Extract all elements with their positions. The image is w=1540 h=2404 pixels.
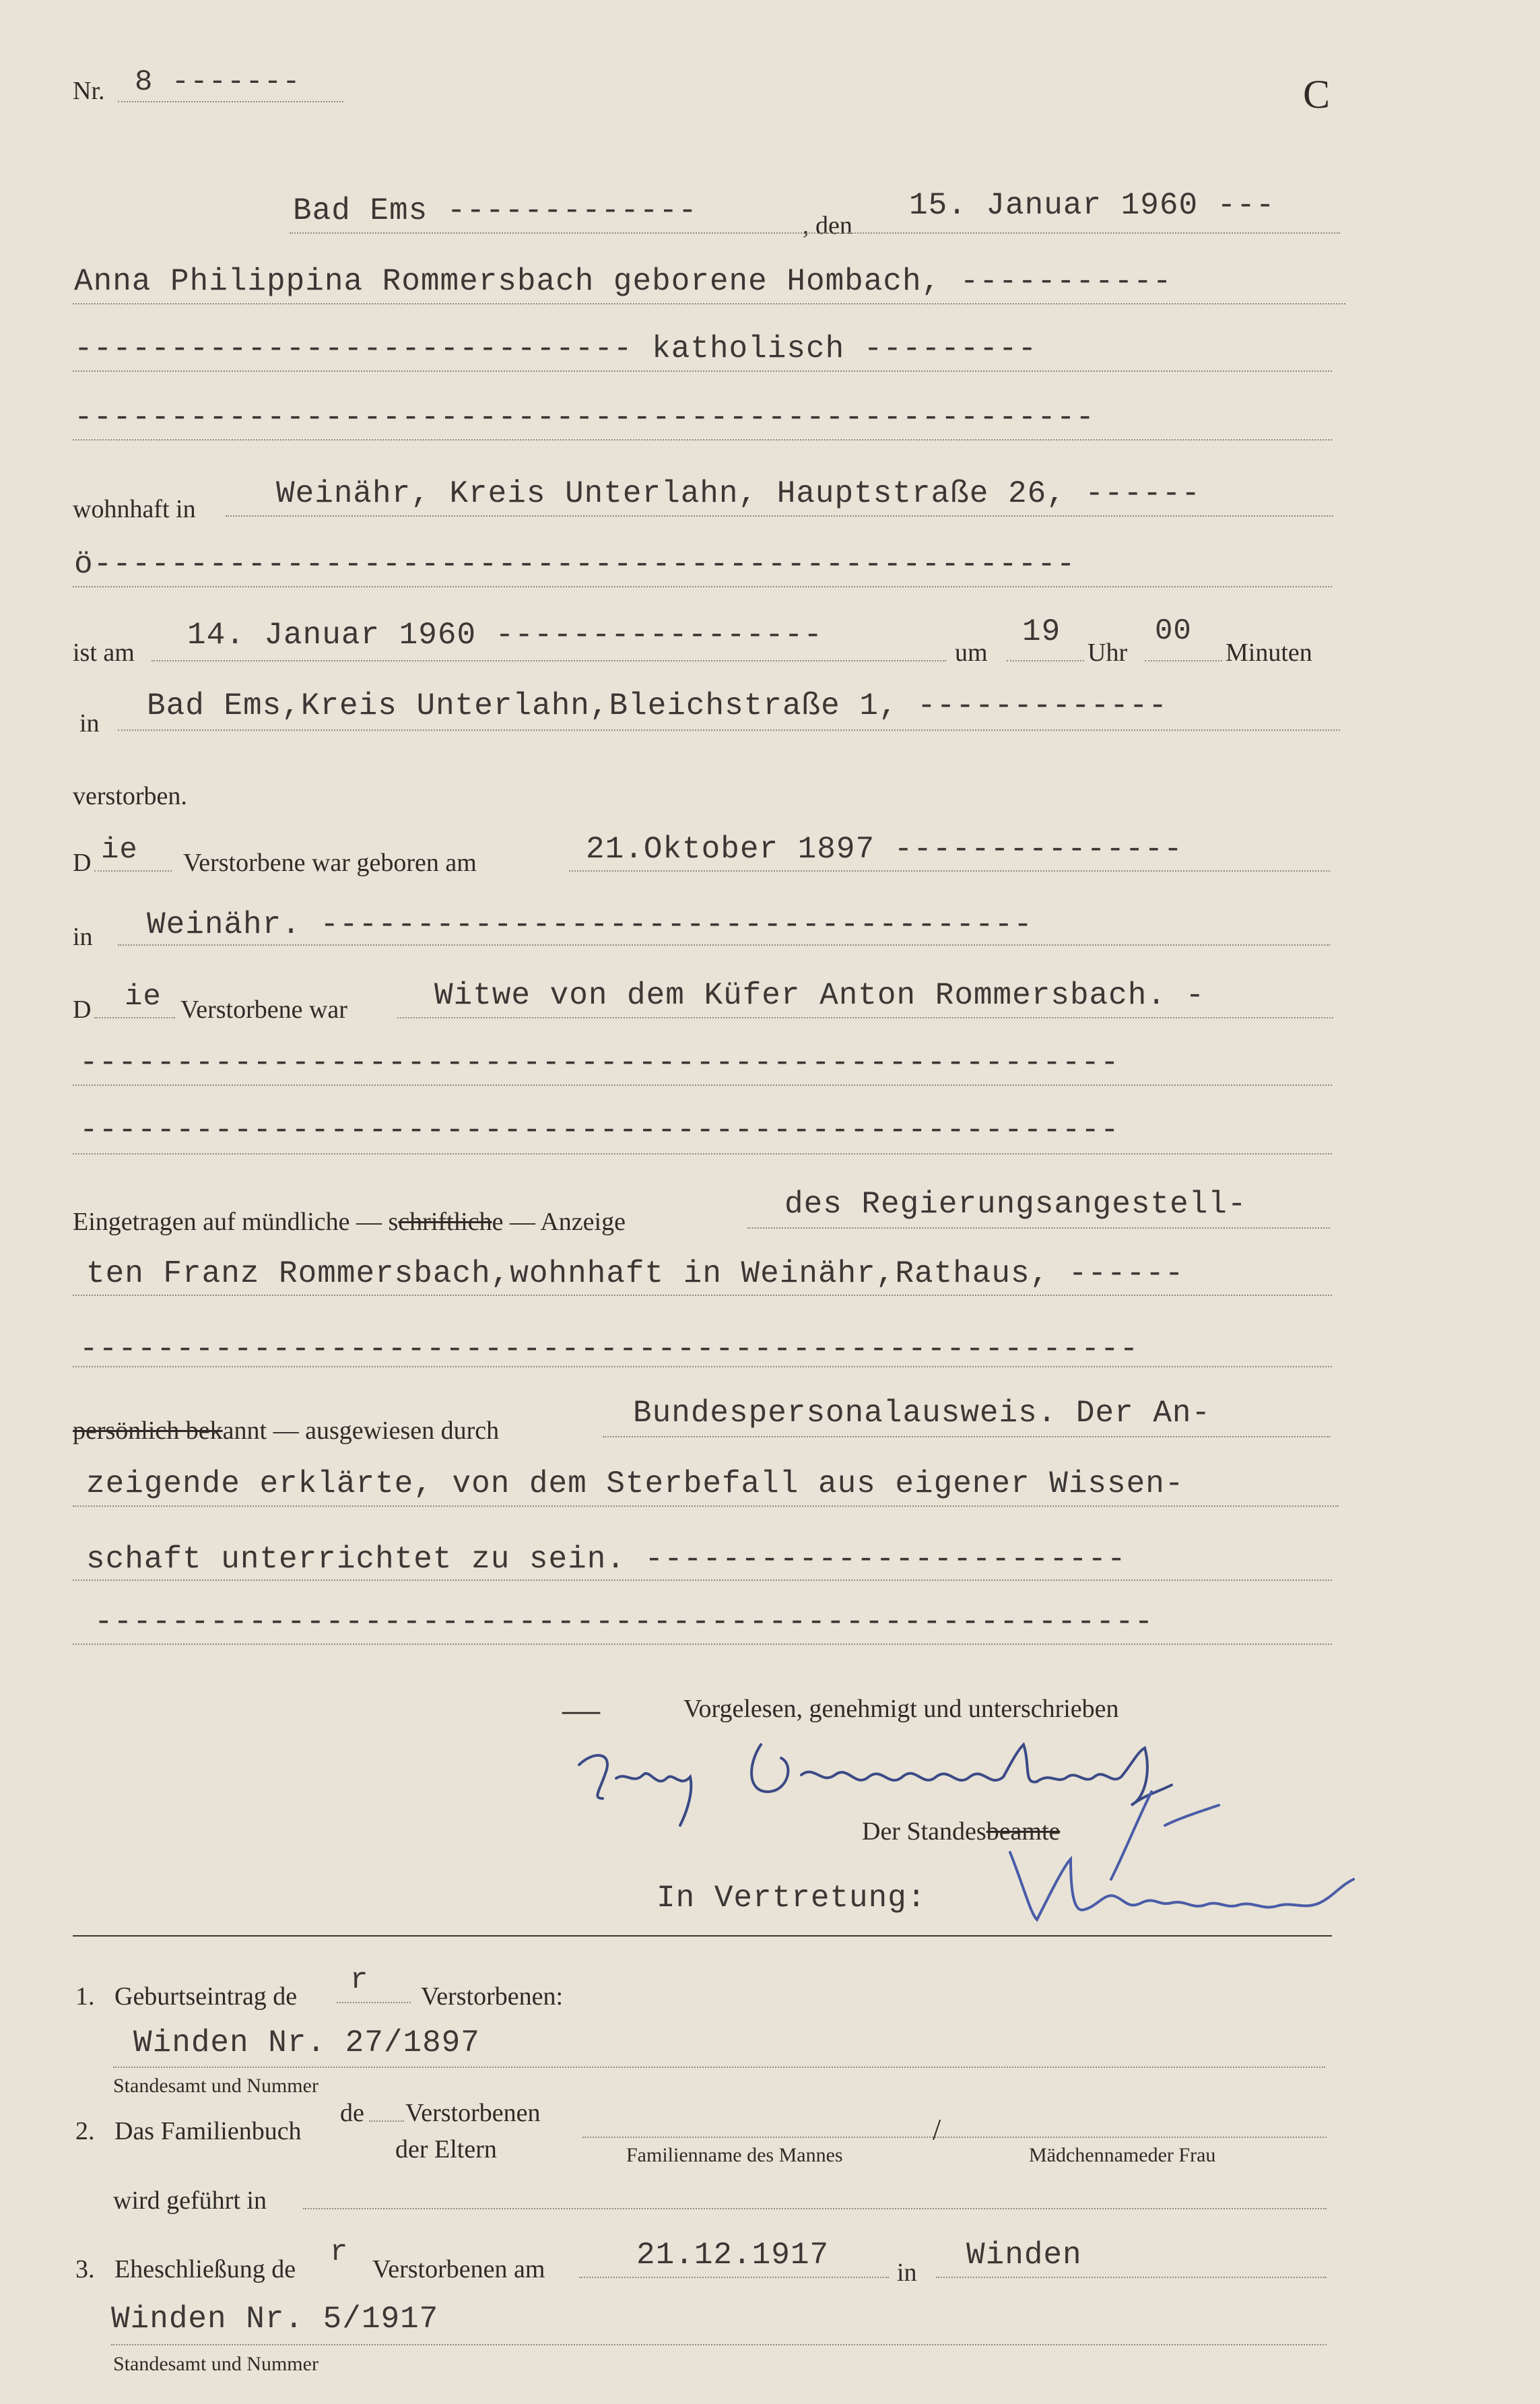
address-dotted-line [226,515,1333,517]
note-3-in: in [897,2259,917,2287]
note-3-label: Eheschließung de [114,2255,296,2283]
separator-rule [73,1935,1332,1937]
id-line-3: schaft unterrichtet zu sein. ------------------------- [86,1542,1127,1577]
gefuehrt-dotted [303,2208,1327,2209]
familienname-label: Familienname des Mannes [626,2144,843,2166]
address-continuation: ö--------------------------------------------------- [74,547,1076,582]
birth-d-suffix: ie [101,833,138,867]
birth-place: Weinähr. ------------------------------------- [147,907,1033,942]
deceased-name: Anna Philippina Rommersbach geborene Hombach, ----------- [74,264,1172,299]
id-1-dotted [603,1436,1330,1437]
blank-dotted-line [73,439,1332,441]
informant-2-dotted [73,1295,1332,1296]
marriage-place: Winden [966,2238,1082,2273]
marriage-date-dotted [579,2277,889,2278]
id-line-4: ------------------------------------------------------- [94,1604,1154,1639]
minuten-label: Minuten [1226,639,1312,667]
marital-dotted-line [397,1017,1333,1018]
name-dotted-line [73,303,1345,304]
ist-am-label: ist am [73,639,135,667]
struck-persoenlich: persönlich bek [73,1417,223,1445]
marital-d-label: D [73,996,92,1024]
ausgewiesen-label: persönlich bekannt — ausgewiesen durch [73,1417,500,1445]
death-hour: 19 [1022,614,1061,649]
note-2-de: de [340,2099,364,2127]
death-minutes: 00 [1155,614,1192,648]
birth-d-dotted-line [94,870,172,872]
death-date-dotted-line [152,660,946,661]
nr-dotted-line [118,101,343,102]
id-line-1: Bundespersonalausweis. Der An- [633,1396,1211,1431]
note-1-label-2: Verstorbenen: [421,1982,564,2011]
standesamt-label-1: Standesamt und Nummer [113,2075,319,2097]
informant-line-2: ten Franz Rommersbach,wohnhaft in Weinähr,Rathaus, ------ [86,1256,1184,1291]
marriage-entry-value: Winden Nr. 5/1917 [111,2302,439,2337]
marital-d-suffix: ie [125,980,162,1014]
um-label: um [955,639,988,667]
note-1-suffix-dotted [337,2002,411,2003]
informant-line-1: des Regierungsangestell- [784,1187,1247,1222]
note-2-number: 2. [75,2117,95,2145]
informant-3-dotted [73,1366,1332,1367]
note-2-slash: / [933,2113,941,2146]
nr-label: Nr. [73,77,105,105]
birth-entry-value: Winden Nr. 27/1897 [133,2025,480,2060]
verstorben-label: verstorben. [73,782,187,810]
death-date: 14. Januar 1960 ----------------- [187,618,823,653]
blank-line: ----------------------------------------------------- [74,400,1096,435]
religion-dotted-line [73,370,1332,372]
note-2-verstorbenen: Verstorbenen [405,2099,541,2127]
marital-line-3-dotted [73,1153,1332,1155]
note-2-label: Das Familienbuch [114,2117,302,2145]
birth-date: 21.Oktober 1897 --------------- [586,832,1183,867]
birth-date-dotted-line [569,870,1330,872]
marital-line-3: ------------------------------------------------------ [79,1113,1120,1148]
id-line-2: zeigende erklärte, von dem Sterbefall aus eigener Wissen- [86,1466,1184,1501]
minutes-dotted-line [1145,660,1222,661]
uhr-label: Uhr [1087,639,1128,667]
registration-date: 15. Januar 1960 --- [909,188,1275,223]
note-2-eltern: der Eltern [395,2135,497,2164]
informant-line-3: ------------------------------------------------------- [79,1332,1139,1367]
marriage-date: 21.12.1917 [636,2238,830,2273]
maedchenname-label: Mädchennameder Frau [1029,2144,1216,2166]
den-label: , den [803,212,852,240]
note-2-de-dotted [369,2120,404,2122]
religion-line: ----------------------------- katholisch --------- [74,331,1038,366]
family-book-dotted [582,2137,1327,2138]
marriage-entry-dotted [111,2344,1327,2345]
deceased-address: Weinähr, Kreis Unterlahn, Hauptstraße 26, ------ [276,476,1201,511]
informant-1-dotted [747,1227,1330,1229]
marital-line-2: ------------------------------------------------------ [79,1045,1120,1080]
birth-place-dotted-line [118,944,1330,946]
death-place-dotted-line [118,729,1340,731]
birth-d-label: D [73,849,92,877]
gefuehrt-label: wird geführt in [113,2186,267,2215]
note-3-label-2: Verstorbenen am [372,2255,545,2283]
address-cont-dotted-line [73,586,1332,587]
note-1-label: Geburtseintrag de [114,1982,298,2011]
in-vertretung-label: In Vertretung: [657,1881,927,1916]
closing-dash: — [562,1689,600,1730]
death-place: Bad Ems,Kreis Unterlahn,Bleichstraße 1, ------------- [147,688,1168,723]
born-label: Verstorbene war geboren am [183,849,477,877]
date-dotted-line [290,232,1340,234]
id-3-dotted [73,1580,1332,1581]
registry-place: Bad Ems ------------- [293,193,698,228]
birth-entry-dotted [113,2067,1325,2068]
eingetragen-label: Eingetragen auf mündliche — schriftliche — Anzeige [73,1208,626,1236]
note-3-number: 3. [75,2255,95,2283]
marital-d-dotted-line [94,1017,175,1018]
standesamt-label-2: Standesamt und Nummer [113,2353,319,2375]
death-in-label: in [79,709,100,738]
struck-beamte: beamte [986,1817,1061,1846]
marital-line-2-dotted [73,1084,1332,1086]
note-1-number: 1. [75,1982,95,2011]
form-letter: C [1303,72,1331,117]
note-1-suffix: r [350,1963,369,1997]
birth-in-label: in [73,923,93,951]
marital-label: Verstorbene war [180,996,347,1024]
struck-schriftlich: chriftlich [398,1208,492,1236]
wohnhaft-label: wohnhaft in [73,495,196,523]
entry-number: 8 ------- [135,65,301,99]
id-2-dotted [73,1505,1339,1507]
marriage-place-dotted [936,2277,1327,2278]
note-3-suffix: r [330,2236,349,2269]
hour-dotted-line [1007,660,1084,661]
marital-status: Witwe von dem Küfer Anton Rommersbach. - [434,978,1205,1013]
standesbeamte-label: Der Standesbeamte [862,1817,1061,1846]
registrar-signature [997,1778,1374,1933]
vorgelesen-text: Vorgelesen, genehmigt und unterschrieben [683,1695,1119,1723]
id-4-dotted [73,1644,1332,1645]
